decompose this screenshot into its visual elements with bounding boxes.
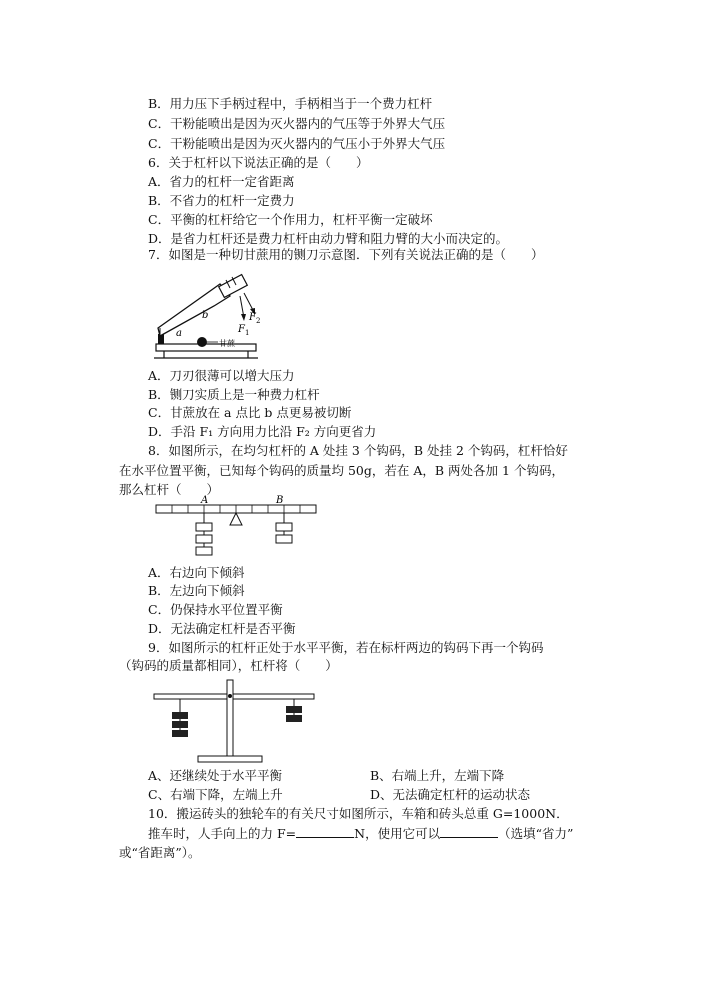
q10-blank-use[interactable] <box>440 825 498 838</box>
q8-option-c: C．仍保持水平位置平衡 <box>148 602 283 617</box>
q6-option-d: D．是省力杠杆还是费力杠杆由动力臂和阻力臂的大小而决定的。 <box>148 231 509 246</box>
label-cane: 甘蔗 <box>219 339 235 348</box>
q7-option-c: C．甘蔗放在 a 点比 b 点更易被切断 <box>148 405 352 420</box>
q10-blank-force[interactable] <box>296 825 354 838</box>
q5-option-b: B．用力压下手柄过程中，手柄相当于一个费力杠杆 <box>148 96 433 111</box>
q10-stem-line2 <box>148 825 573 843</box>
label-f2: F <box>249 312 256 323</box>
q6-option-b: B．不省力的杠杆一定费力 <box>148 193 295 208</box>
q9-option-b: B、右端上升，左端下降 <box>370 768 505 783</box>
label-f1-sub: 1 <box>245 329 250 337</box>
q8-option-d: D．无法确定杠杆是否平衡 <box>148 621 296 636</box>
q9-option-c: C、右端下降，左端上升 <box>148 787 283 802</box>
q7-option-b: B．铡刀实质上是一种费力杠杆 <box>148 387 320 402</box>
q8-stem-line3: 那么杠杆（ ） <box>119 482 220 497</box>
q9-stem-line2: （钩码的质量都相同），杠杆将（ ） <box>119 658 338 673</box>
q9-option-a: A、还继续处于水平平衡 <box>148 768 283 783</box>
stand-lever-figure <box>150 676 320 768</box>
q9-option-d: D、无法确定杠杆的运动状态 <box>370 787 531 802</box>
q7-option-d: D．手沿 F₁ 方向用力比沿 F₂ 方向更省力 <box>148 424 377 439</box>
guillotine-cutter-figure <box>150 266 262 366</box>
label-b: b <box>202 310 209 321</box>
label-B: B <box>276 495 284 506</box>
q8-stem-line2: 在水平位置平衡，已知每个钩码的质量均 50g，若在 A，B 两处各加 1 个钩码， <box>119 463 564 478</box>
q6-option-c: C．平衡的杠杆给它一个作用力，杠杆平衡一定破坏 <box>148 212 433 227</box>
q10-stem-line1: 10．搬运砖头的独轮车的有关尺寸如图所示，车箱和砖头总重 G=1000N． <box>148 806 569 821</box>
label-f1: F <box>238 324 245 335</box>
q8-option-a: A．右边向下倾斜 <box>148 565 245 580</box>
label-A: A <box>201 495 209 506</box>
q8-option-b: B．左边向下倾斜 <box>148 583 245 598</box>
q6-option-a: A．省力的杠杆一定省距离 <box>148 174 295 189</box>
q10-stem-line3: 或“省距离”）。 <box>119 845 201 860</box>
q6-stem: 6．关于杠杆以下说法正确的是（ ） <box>148 155 369 170</box>
q8-stem-line1: 8．如图所示，在均匀杠杆的 A 处挂 3 个钩码，B 处挂 2 个钩码，杠杆恰好 <box>148 443 568 458</box>
q7-stem: 7．如图是一种切甘蔗用的铡刀示意图．下列有关说法正确的是（ ） <box>148 247 544 262</box>
q10-stem-part2: N，使用它可以 <box>354 826 441 841</box>
label-a: a <box>176 328 182 339</box>
balanced-lever-figure <box>152 493 322 561</box>
q10-stem-part1: 推车时，人手向上的力 F= <box>148 826 297 841</box>
q9-stem-line1: 9．如图所示的杠杆正处于水平平衡，若在标杆两边的钩码下再一个钩码 <box>148 640 544 655</box>
q7-option-a: A．刀刃很薄可以增大压力 <box>148 368 295 383</box>
q5-option-c: C．干粉能喷出是因为灭火器内的气压等于外界大气压 <box>148 116 446 131</box>
label-f2-sub: 2 <box>256 317 261 325</box>
q5-option-d: C．干粉能喷出是因为灭火器内的气压小于外界大气压 <box>148 136 446 151</box>
q10-stem-part3: （选填“省力” <box>498 826 574 841</box>
